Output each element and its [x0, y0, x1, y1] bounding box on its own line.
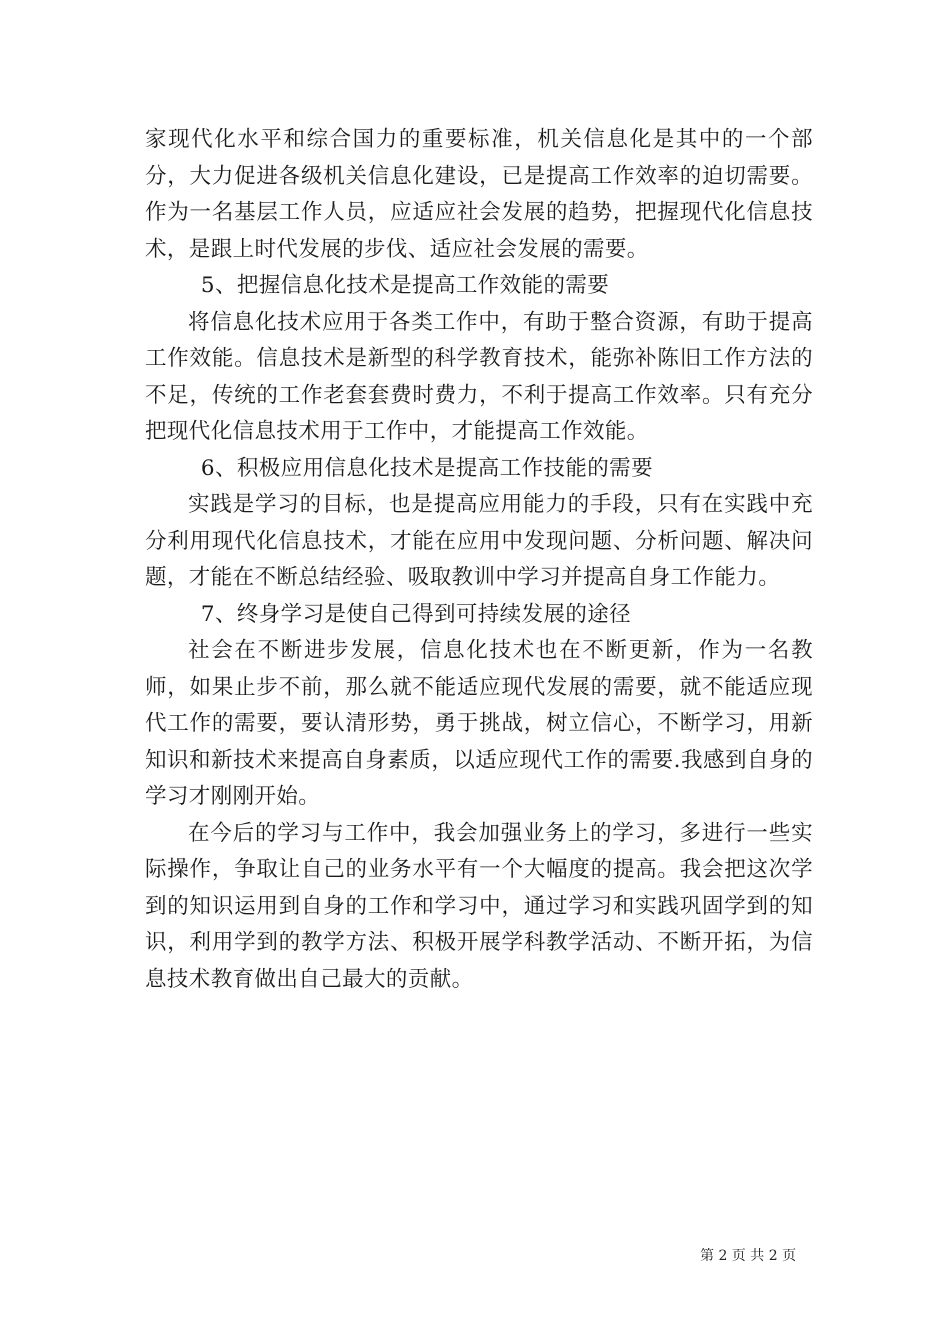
paragraph-conclusion: 在今后的学习与工作中，我会加强业务上的学习，多进行一些实际操作，争取让自己的业务水平有一个大幅度的提高。我会把这次学到的知识运用到自身的工作和学习中，通过学习和实践巩固学到的知识，利用学到的教学方法、积极开展学科教学活动、不断开拓，为信息技术教育做出自己最大的贡献。 [145, 820, 813, 992]
document-body [145, 122, 813, 998]
paragraph-efficiency: 将信息化技术应用于各类工作中，有助于整合资源，有助于提高工作效能。信息技术是新型的科学教育技术，能弥补陈旧工作方法的不足，传统的工作老套套费时费力，不利于提高工作效率。只有充分把现代化信息技术用于工作中，才能提高工作效能。 [145, 309, 813, 444]
paragraph-continuation: 家现代化水平和综合国力的重要标准，机关信息化是其中的一个部分，大力促进各级机关信息化建设，已是提高工作效率的迫切需要。作为一名基层工作人员，应适应社会发展的趋势，把握现代化信息技术，是跟上时代发展的步伐、适应社会发展的需要。 [145, 127, 813, 262]
paragraph-lifelong-learning: 社会在不断进步发展，信息化技术也在不断更新，作为一名教师，如果止步不前，那么就不能适应现代发展的需要，就不能适应现代工作的需要，要认清形势，勇于挑战，树立信心，不断学习，用新知识和新技术来提高自身素质，以适应现代工作的需要.我感到自身的学习才刚刚开始。 [145, 638, 813, 809]
section-heading-7: 7、终身学习是使自己得到可持续发展的途径 [200, 601, 632, 627]
paragraph-practice: 实践是学习的目标，也是提高应用能力的手段，只有在实践中充分利用现代化信息技术，才能在应用中发现问题、分析问题、解决问题，才能在不断总结经验、吸取教训中学习并提高自身工作能力。 [145, 492, 813, 590]
section-heading-5: 5、把握信息化技术是提高工作效能的需要 [200, 273, 610, 298]
page-number-footer: 第 2 页 共 2 页 [700, 1248, 797, 1264]
section-heading-6: 6、积极应用信息化技术是提高工作技能的需要 [200, 455, 653, 481]
